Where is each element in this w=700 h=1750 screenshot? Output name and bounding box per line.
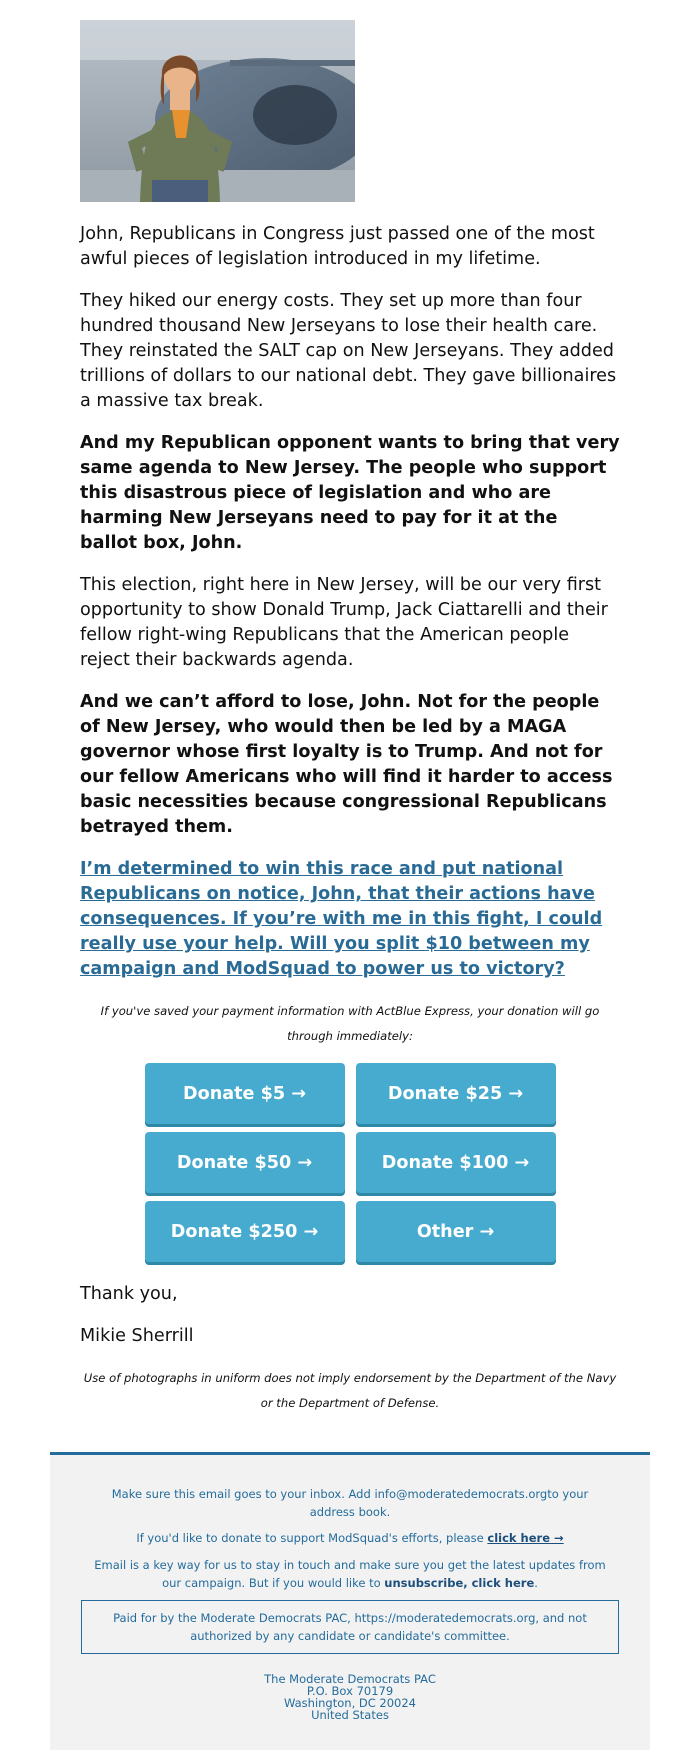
unsubscribe-text: Email is a key way for us to stay in touch and make sure you get the latest updates from our campaign. But if you would like to (94, 1558, 606, 1590)
body-paragraph-4: This election, right here in New Jersey, will be our very first opportunity to show Donald Trump, Jack Ciattarelli and their fellow right-wing Republicans that the American people reject their backwards agenda. (80, 575, 608, 670)
donate-100-button[interactable]: Donate $100 → (356, 1132, 556, 1193)
address-line-4: United States (311, 1708, 389, 1722)
email-content (80, 20, 620, 1430)
unsubscribe-link[interactable]: unsubscribe, click here (384, 1576, 535, 1590)
inbox-note: Make sure this email goes to your inbox. Add info@moderatedemocrats.orgto your address book. (111, 1487, 589, 1519)
signature: Mikie Sherrill (80, 1326, 194, 1346)
donate-support-text: If you'd like to donate to support ModSquad's efforts, please (136, 1531, 488, 1545)
address-line-3: Washington, DC 20024 (283, 1696, 416, 1710)
donate-other-button[interactable]: Other → (356, 1201, 556, 1262)
donation-ask-link[interactable]: I’m determined to win this race and put national Republicans on notice, John, that their actions have consequences. If you’re with me in this fight, I could really use your help. Will you split $10 between my campaign and ModSquad to power us to victory? (80, 859, 603, 979)
donate-button-grid (80, 1063, 620, 1262)
email-footer (50, 1452, 650, 1750)
donate-250-button[interactable]: Donate $250 → (145, 1201, 345, 1262)
mailing-address (50, 1673, 650, 1721)
donation-ask-paragraph (80, 857, 620, 982)
body-paragraph-2: They hiked our energy costs. They set up more than four hundred thousand New Jerseyans to lose their health care. They reinstated the SALT cap on New Jerseyans. They added trillions of dollars to our national debt. They gave billionaires a massive tax break. (80, 291, 617, 411)
address-line-2: P.O. Box 70179 (306, 1684, 394, 1698)
donate-support-link[interactable]: click here → (487, 1531, 564, 1545)
body-paragraph-5: And we can’t afford to lose, John. Not for the people of New Jersey, who would then be led by a MAGA governor whose first loyalty is to Trump. And not for our fellow Americans who will find it harder to access basic necessities because congressional Republicans betrayed them. (80, 692, 613, 837)
donate-support-line (50, 1529, 650, 1547)
body-paragraph-3: And my Republican opponent wants to bring that very same agenda to New Jersey. The people who support this disastrous piece of legislation and who are harming New Jerseyans need to pay for it at the ballot box, John. (80, 433, 620, 553)
body-paragraph-1: John, Republicans in Congress just passed one of the most awful pieces of legislation introduced in my lifetime. (80, 224, 595, 269)
unsubscribe-suffix: . (534, 1576, 538, 1590)
donate-50-button[interactable]: Donate $50 → (145, 1132, 345, 1193)
candidate-photo-icon (80, 20, 355, 202)
uniform-disclaimer: Use of photographs in uniform does not imply endorsement by the Department of the Navy or the Department of Defense. (83, 1371, 617, 1410)
unsubscribe-line (90, 1556, 610, 1592)
donate-25-button[interactable]: Donate $25 → (356, 1063, 556, 1124)
donate-5-button[interactable]: Donate $5 → (145, 1063, 345, 1124)
actblue-express-note: If you've saved your payment information with ActBlue Express, your donation will go through immediately: (100, 1004, 600, 1043)
paid-for-box: Paid for by the Moderate Democrats PAC, https://moderatedemocrats.org, and not authorized by any candidate or candidate's committee. (81, 1600, 619, 1654)
address-line-1: The Moderate Democrats PAC (264, 1672, 436, 1686)
closing-thanks: Thank you, (80, 1284, 178, 1304)
